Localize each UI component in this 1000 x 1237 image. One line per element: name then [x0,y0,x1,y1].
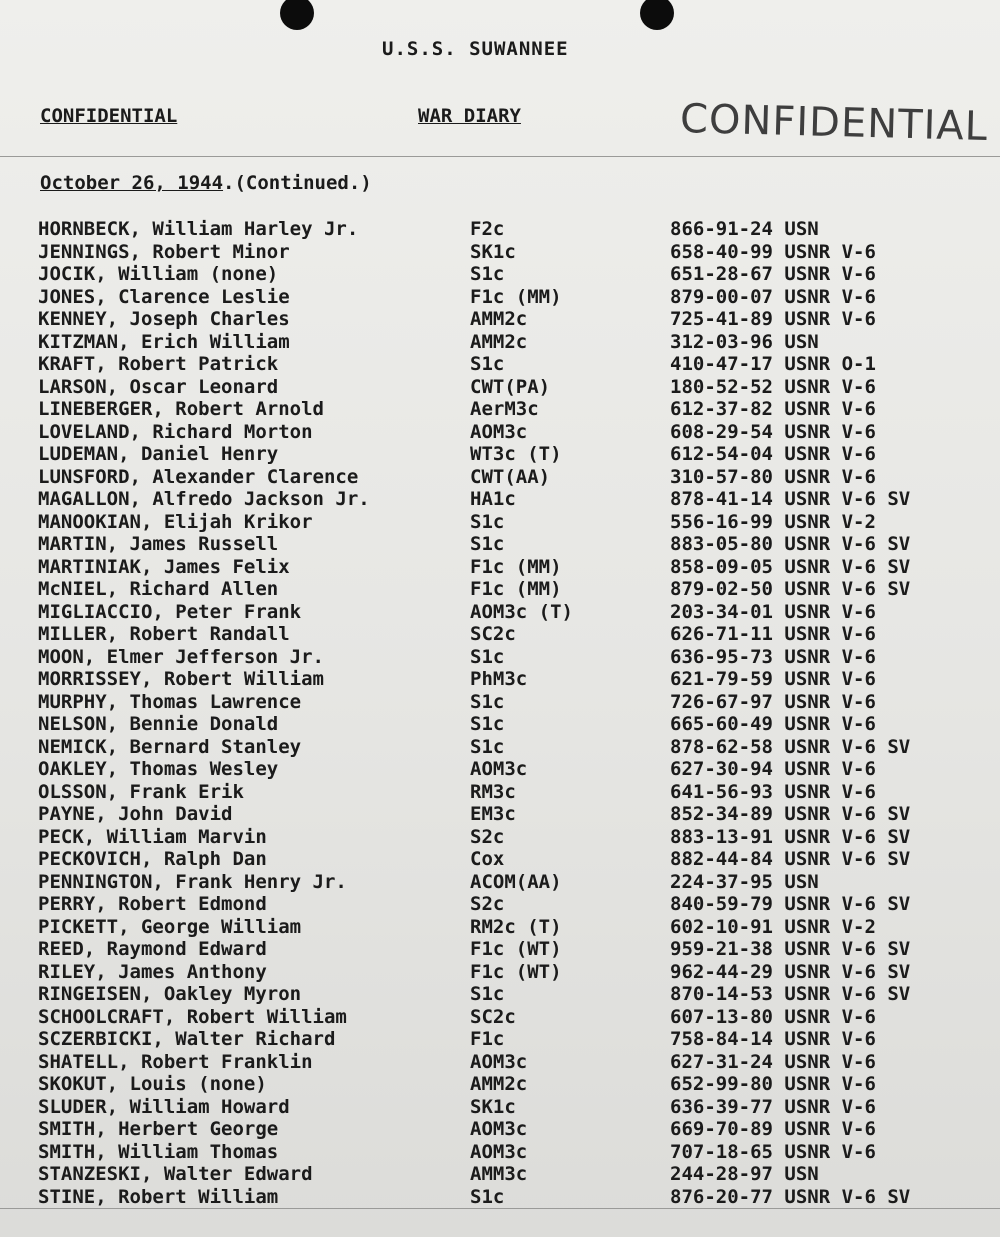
crew-name: HORNBECK, William Harley Jr. [38,218,359,240]
crew-name: REED, Raymond Edward [38,938,267,960]
header-rule [0,156,1000,157]
roster-row [38,893,998,916]
crew-rate: S2c [470,825,505,848]
crew-rate: RM2c (T) [470,915,562,938]
roster-row [38,398,998,421]
crew-name: LUDEMAN, Daniel Henry [38,443,279,465]
crew-rate: RM3c [470,780,516,803]
roster-row [38,961,998,984]
roster-row [38,1051,998,1074]
crew-rate: PhM3c [470,668,528,690]
roster-row [38,488,998,511]
crew-rate: AMM2c [470,330,528,353]
roster-row [38,308,998,331]
service-number: 627-30-94 USNR V-6 [670,758,876,780]
service-number: 244-28-97 USN [670,1163,819,1185]
crew-rate: Cox [470,848,505,870]
crew-name: MOON, Elmer Jefferson Jr. [38,645,324,668]
crew-rate: S1c [470,690,505,713]
crew-name: LUNSFORD, Alexander Clarence [38,465,359,488]
service-number: 636-39-77 USNR V-6 [670,1095,876,1118]
roster-row [38,871,998,894]
service-number: 612-54-04 USNR V-6 [670,443,876,465]
service-number: 879-00-07 USNR V-6 [670,285,876,308]
crew-name: SMITH, William Thomas [38,1140,279,1163]
roster-row [38,466,998,489]
crew-name: MORRISSEY, Robert William [38,668,324,690]
crew-name: JOCIK, William (none) [38,263,279,285]
crew-rate: AOM3c [470,1118,528,1140]
service-number: 612-37-82 USNR V-6 [670,398,876,420]
roster-row [38,736,998,759]
crew-rate: ACOM(AA) [470,870,562,893]
crew-rate: SC2c [470,623,516,645]
punch-hole-right [640,0,674,30]
roster-row [38,421,998,444]
crew-rate: S1c [470,510,505,533]
crew-rate: AOM3c [470,1050,528,1073]
roster-row [38,758,998,781]
crew-rate: AOM3c [470,420,528,443]
service-number: 883-05-80 USNR V-6 SV [670,533,911,555]
roster-row [38,938,998,961]
crew-name: MIGLIACCIO, Peter Frank [38,600,302,623]
service-number: 707-18-65 USNR V-6 [670,1140,876,1163]
service-number: 878-41-14 USNR V-6 SV [670,488,911,510]
crew-name: NELSON, Bennie Donald [38,713,279,735]
personnel-roster [38,218,998,1208]
service-number: 725-41-89 USNR V-6 [670,308,876,330]
roster-row [38,376,998,399]
roster-row [38,803,998,826]
crew-name: PECK, William Marvin [38,825,267,848]
service-number: 669-70-89 USNR V-6 [670,1118,876,1140]
crew-rate: S1c [470,735,505,758]
service-number: 224-37-95 USN [670,870,819,893]
crew-rate: F1c (WT) [470,938,562,960]
service-number: 410-47-17 USNR O-1 [670,353,876,375]
roster-row [38,1006,998,1029]
service-number: 312-03-96 USN [670,330,819,353]
crew-rate: S1c [470,353,505,375]
crew-name: LINEBERGER, Robert Arnold [38,398,324,420]
crew-rate: S2c [470,893,505,915]
crew-rate: EM3c [470,803,516,825]
service-number: 840-59-79 USNR V-6 SV [670,893,911,915]
service-number: 876-20-77 USNR V-6 SV [670,1185,911,1208]
roster-row [38,646,998,669]
crew-name: PICKETT, George William [38,915,302,938]
crew-rate: AMM3c [470,1163,528,1185]
crew-rate: SC2c [470,1005,516,1028]
roster-row [38,511,998,534]
crew-name: NEMICK, Bernard Stanley [38,735,302,758]
crew-rate: F1c (WT) [470,960,562,983]
classification-label: CONFIDENTIAL [40,105,178,127]
roster-row [38,533,998,556]
crew-name: KENNEY, Joseph Charles [38,308,290,330]
service-number: 658-40-99 USNR V-6 [670,240,876,263]
crew-rate: F1c (MM) [470,578,562,600]
roster-row [38,1141,998,1164]
crew-rate: AMM2c [470,1073,528,1095]
service-number: 627-31-24 USNR V-6 [670,1050,876,1073]
crew-rate: AMM2c [470,308,528,330]
crew-name: LOVELAND, Richard Morton [38,420,313,443]
crew-name: McNIEL, Richard Allen [38,578,279,600]
crew-name: STINE, Robert William [38,1185,279,1208]
service-number: 652-99-80 USNR V-6 [670,1073,876,1095]
crew-name: OLSSON, Frank Erik [38,780,244,803]
crew-name: STANZESKI, Walter Edward [38,1163,313,1185]
crew-rate: S1c [470,713,505,735]
service-number: 651-28-67 USNR V-6 [670,263,876,285]
date-line [40,172,372,194]
crew-name: KITZMAN, Erich William [38,330,290,353]
crew-name: SLUDER, William Howard [38,1095,290,1118]
crew-rate: CWT(PA) [470,375,551,398]
roster-row [38,353,998,376]
footer-rule [0,1208,1000,1209]
service-number: 665-60-49 USNR V-6 [670,713,876,735]
crew-name: OAKLEY, Thomas Wesley [38,758,279,780]
roster-row [38,241,998,264]
service-number: 758-84-14 USNR V-6 [670,1028,876,1050]
date-suffix: .(Continued.) [223,172,372,194]
crew-rate: F2c [470,218,505,240]
roster-row [38,1028,998,1051]
crew-rate: F1c (MM) [470,285,562,308]
roster-row [38,331,998,354]
crew-rate: S1c [470,645,505,668]
crew-name: SMITH, Herbert George [38,1118,279,1140]
ship-name: U.S.S. SUWANNEE [382,38,569,60]
crew-rate: F1c (MM) [470,555,562,578]
crew-rate: AOM3c [470,1140,528,1163]
crew-name: LARSON, Oscar Leonard [38,375,279,398]
service-number: 852-34-89 USNR V-6 SV [670,803,911,825]
crew-name: SHATELL, Robert Franklin [38,1050,313,1073]
roster-row [38,601,998,624]
service-number: 962-44-29 USNR V-6 SV [670,960,911,983]
service-number: 203-34-01 USNR V-6 [670,600,876,623]
crew-rate: WT3c (T) [470,443,562,465]
crew-rate: HA1c [470,488,516,510]
service-number: 882-44-84 USNR V-6 SV [670,848,911,870]
roster-row [38,668,998,691]
roster-row [38,713,998,736]
crew-rate: AOM3c [470,758,528,780]
crew-rate: CWT(AA) [470,465,551,488]
roster-row [38,623,998,646]
confidential-stamp: CONFIDENTIAL [679,95,989,151]
crew-name: SCZERBICKI, Walter Richard [38,1028,336,1050]
roster-row [38,443,998,466]
diary-date: October 26, 1944 [40,172,224,194]
service-number: 626-71-11 USNR V-6 [670,623,876,645]
service-number: 959-21-38 USNR V-6 SV [670,938,911,960]
roster-row [38,1118,998,1141]
crew-name: RILEY, James Anthony [38,960,267,983]
roster-row [38,1186,998,1209]
crew-name: SKOKUT, Louis (none) [38,1073,267,1095]
crew-rate: S1c [470,263,505,285]
service-number: 866-91-24 USN [670,218,819,240]
crew-rate: S1c [470,1185,505,1208]
crew-name: PAYNE, John David [38,803,233,825]
roster-row [38,983,998,1006]
war-diary-label: WAR DIARY [418,105,521,127]
service-number: 870-14-53 USNR V-6 SV [670,983,911,1005]
roster-row [38,848,998,871]
crew-name: MAGALLON, Alfredo Jackson Jr. [38,488,370,510]
crew-name: MURPHY, Thomas Lawrence [38,690,302,713]
roster-row [38,826,998,849]
service-number: 858-09-05 USNR V-6 SV [670,555,911,578]
roster-row [38,1096,998,1119]
service-number: 180-52-52 USNR V-6 [670,375,876,398]
crew-rate: S1c [470,533,505,555]
crew-name: JONES, Clarence Leslie [38,285,290,308]
crew-name: JENNINGS, Robert Minor [38,240,290,263]
crew-name: MARTIN, James Russell [38,533,279,555]
roster-row [38,691,998,714]
roster-row [38,263,998,286]
crew-rate: AOM3c (T) [470,600,573,623]
crew-rate: S1c [470,983,505,1005]
crew-name: MANOOKIAN, Elijah Krikor [38,510,313,533]
crew-rate: SK1c [470,1095,516,1118]
roster-row [38,1163,998,1186]
service-number: 602-10-91 USNR V-2 [670,915,876,938]
crew-name: PERRY, Robert Edmond [38,893,267,915]
service-number: 621-79-59 USNR V-6 [670,668,876,690]
crew-name: PENNINGTON, Frank Henry Jr. [38,870,347,893]
crew-name: MARTINIAK, James Felix [38,555,290,578]
roster-row [38,916,998,939]
service-number: 310-57-80 USNR V-6 [670,465,876,488]
service-number: 726-67-97 USNR V-6 [670,690,876,713]
roster-row [38,286,998,309]
crew-name: PECKOVICH, Ralph Dan [38,848,267,870]
service-number: 636-95-73 USNR V-6 [670,645,876,668]
crew-name: SCHOOLCRAFT, Robert William [38,1005,347,1028]
roster-row [38,556,998,579]
service-number: 883-13-91 USNR V-6 SV [670,825,911,848]
roster-row [38,1073,998,1096]
service-number: 608-29-54 USNR V-6 [670,420,876,443]
roster-row [38,218,998,241]
service-number: 878-62-58 USNR V-6 SV [670,735,911,758]
roster-row [38,578,998,601]
service-number: 556-16-99 USNR V-2 [670,510,876,533]
service-number: 607-13-80 USNR V-6 [670,1005,876,1028]
crew-name: RINGEISEN, Oakley Myron [38,983,302,1005]
punch-hole-left [280,0,314,30]
crew-rate: SK1c [470,240,516,263]
service-number: 641-56-93 USNR V-6 [670,780,876,803]
crew-name: KRAFT, Robert Patrick [38,353,279,375]
roster-row [38,781,998,804]
crew-rate: F1c [470,1028,505,1050]
crew-name: MILLER, Robert Randall [38,623,290,645]
service-number: 879-02-50 USNR V-6 SV [670,578,911,600]
crew-rate: AerM3c [470,398,539,420]
